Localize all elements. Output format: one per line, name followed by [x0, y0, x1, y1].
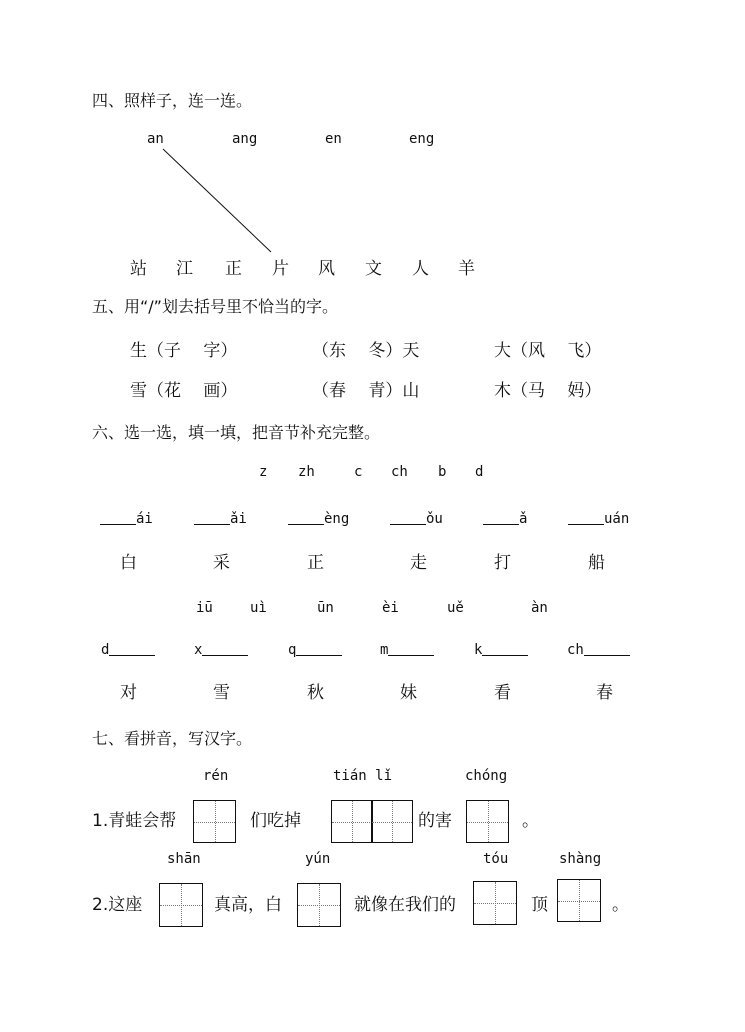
option-initial: zh: [298, 464, 315, 480]
char-item: 站: [130, 259, 147, 279]
sentence-text: 真高，白: [214, 895, 282, 915]
writing-box[interactable]: [159, 883, 203, 927]
sentence-text: 2.这座: [92, 895, 143, 915]
char-item: 羊: [458, 259, 475, 279]
sentence-text: 们吃掉: [250, 811, 301, 831]
char-item: 江: [176, 259, 193, 279]
option-final: àn: [531, 600, 548, 616]
char-item: 风: [318, 259, 335, 279]
option-initial: c: [354, 464, 363, 480]
pinyin-hint: yún: [305, 851, 331, 867]
choice-group: 木（马 妈）: [494, 381, 602, 401]
fill-blank[interactable]: k: [474, 641, 528, 658]
char-item: 船: [588, 553, 605, 573]
option-initial: ch: [391, 464, 408, 480]
fill-blank[interactable]: ch: [567, 641, 630, 658]
fill-blank[interactable]: ǎi: [194, 510, 247, 527]
writing-box[interactable]: [473, 881, 517, 925]
sentence-text: 顶: [531, 895, 548, 915]
option-initial: d: [475, 464, 484, 480]
fill-blank[interactable]: x: [194, 641, 248, 658]
char-item: 采: [213, 553, 230, 573]
fill-blank[interactable]: q: [288, 641, 342, 658]
char-item: 秋: [307, 683, 324, 703]
section-6-title: 六、选一选，填一填，把音节补充完整。: [92, 423, 381, 442]
pinyin-hint: tián lǐ: [333, 768, 393, 784]
fill-blank[interactable]: m: [380, 641, 434, 658]
writing-box[interactable]: [193, 800, 236, 843]
choice-group: 雪（花 画）: [130, 381, 238, 401]
fill-blank[interactable]: ǎ: [483, 510, 527, 527]
fill-blank[interactable]: ái: [100, 510, 153, 527]
choice-group: 大（风 飞）: [494, 341, 602, 361]
char-item: 对: [120, 683, 137, 703]
char-item: 正: [307, 553, 324, 573]
writing-box[interactable]: [371, 800, 413, 843]
section-4-title: 四、照样子，连一连。: [92, 91, 253, 110]
option-final: uě: [447, 600, 464, 616]
char-item: 正: [225, 259, 242, 279]
writing-box[interactable]: [331, 800, 373, 843]
pinyin-en: en: [325, 131, 342, 147]
sentence-text: 就像在我们的: [354, 895, 456, 915]
fill-blank[interactable]: ǒu: [390, 510, 443, 527]
choice-group: （春 青）山: [312, 381, 420, 401]
sentence-text: 。: [522, 811, 539, 831]
choice-group: （东 冬）天: [312, 341, 420, 361]
char-item: 白: [120, 553, 137, 573]
writing-box[interactable]: [557, 879, 601, 922]
pinyin-eng: eng: [409, 131, 435, 147]
pinyin-hint: chóng: [465, 768, 508, 784]
fill-blank[interactable]: èng: [288, 510, 349, 527]
writing-box[interactable]: [297, 883, 341, 927]
char-item: 文: [365, 259, 382, 279]
sentence-text: 的害: [418, 811, 452, 831]
option-final: iū: [196, 600, 213, 616]
pinyin-ang: ang: [232, 131, 258, 147]
char-item: 雪: [213, 683, 230, 703]
option-final: èi: [382, 600, 399, 616]
fill-blank[interactable]: d: [101, 641, 155, 658]
char-item: 打: [494, 553, 511, 573]
char-item: 妹: [400, 683, 417, 703]
char-item: 人: [412, 259, 429, 279]
option-initial: b: [438, 464, 447, 480]
sentence-text: 1.青蛙会帮: [92, 811, 177, 831]
writing-box[interactable]: [466, 800, 509, 843]
section-7-title: 七、看拼音，写汉字。: [92, 729, 253, 748]
pinyin-hint: rén: [203, 768, 229, 784]
sentence-text: 。: [612, 895, 629, 915]
option-initial: z: [259, 464, 268, 480]
choice-group: 生（子 字）: [130, 341, 238, 361]
fill-blank[interactable]: uán: [568, 510, 629, 527]
section-5-title: 五、用“/”划去括号里不恰当的字。: [92, 297, 338, 316]
pinyin-an: an: [147, 131, 164, 147]
option-final: uì: [250, 600, 267, 616]
char-item: 走: [410, 553, 427, 573]
pinyin-hint: shàng: [559, 851, 602, 867]
char-item: 片: [272, 259, 289, 279]
option-final: ūn: [317, 600, 334, 616]
pinyin-hint: shān: [167, 851, 201, 867]
char-item: 春: [596, 683, 613, 703]
char-item: 看: [494, 683, 511, 703]
pinyin-hint: tóu: [483, 851, 509, 867]
